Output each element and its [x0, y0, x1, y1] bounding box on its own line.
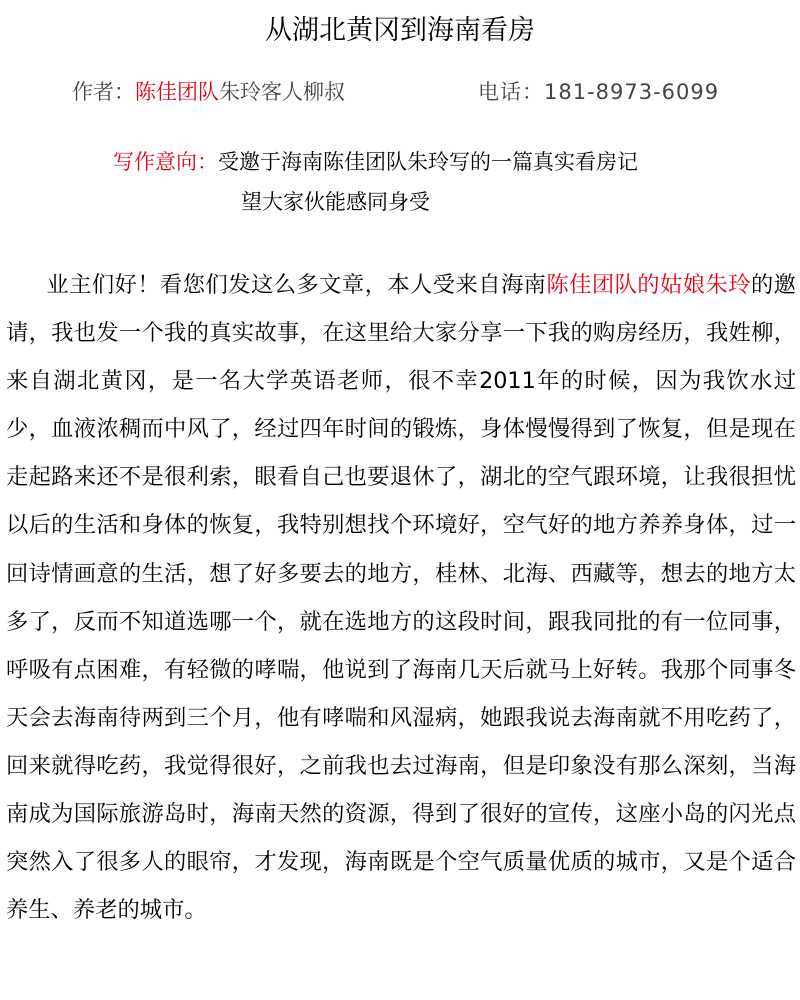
intent-line-1: 受邀于海南陈佳团队朱玲写的一篇真实看房记 [218, 150, 638, 174]
body-part-2: 的邀请，我也发一个我的真实故事，在这里给大家分享一下我的购房经历，我姓柳，来自湖北黄冈，是一名大学英语老师，很不幸2011年的时候，因为我饮水过少，血液浓稠而中风了，经过四年时间的锻炼，身体慢慢得到了恢复，但是现在走起路来还不是很利索，眼看自己也要退休了，湖北的空气跟环境，让我很担忧以后的生活和身体的恢复，我特别想找个环境好，空气好的地方养养身体，过一回诗情画意的生活，想了好多要去的地方，桂林、北海、西藏等，想去的地方太多了，反而不知道选哪一个，就在选地方的这段时间，跟我同批的有一位同事，呼吸有点困难，有轻微的哮喘，他说到了海南几天后就马上好转。我那个同事冬天会去海南待两到三个月，他有哮喘和风湿病，她跟我说去海南就不用吃药了，回来就得吃药，我觉得很好，之前我也去过海南，但是印象没有那么深刻，当海南成为国际旅游岛时，海南天然的资源，得到了很好的宣传，这座小岛的闪光点突然入了很多人的眼帘，才发现，海南既是个空气质量优质的城市，又是个适合养生、养老的城市。 [6, 272, 796, 924]
page-title: 从湖北黄冈到海南看房 [265, 15, 535, 46]
author-label: 作者： [72, 80, 135, 104]
body-part-1: 业主们好！看您们发这么多文章，本人受来自海南 [46, 272, 547, 298]
phone-number: 181-8973-6099 [544, 80, 720, 104]
phone-info [478, 78, 719, 106]
author-team: 陈佳团队 [135, 80, 219, 104]
author-name: 朱玲客人柳叔 [219, 80, 345, 104]
writing-intent [113, 147, 638, 177]
phone-label: 电话： [478, 80, 544, 104]
article-body [6, 261, 796, 934]
intent-label: 写作意向： [113, 150, 218, 174]
body-highlight: 陈佳团队的姑娘朱玲 [546, 272, 751, 298]
intent-line-2: 望大家伙能感同身受 [241, 190, 430, 214]
author-line [72, 78, 772, 106]
